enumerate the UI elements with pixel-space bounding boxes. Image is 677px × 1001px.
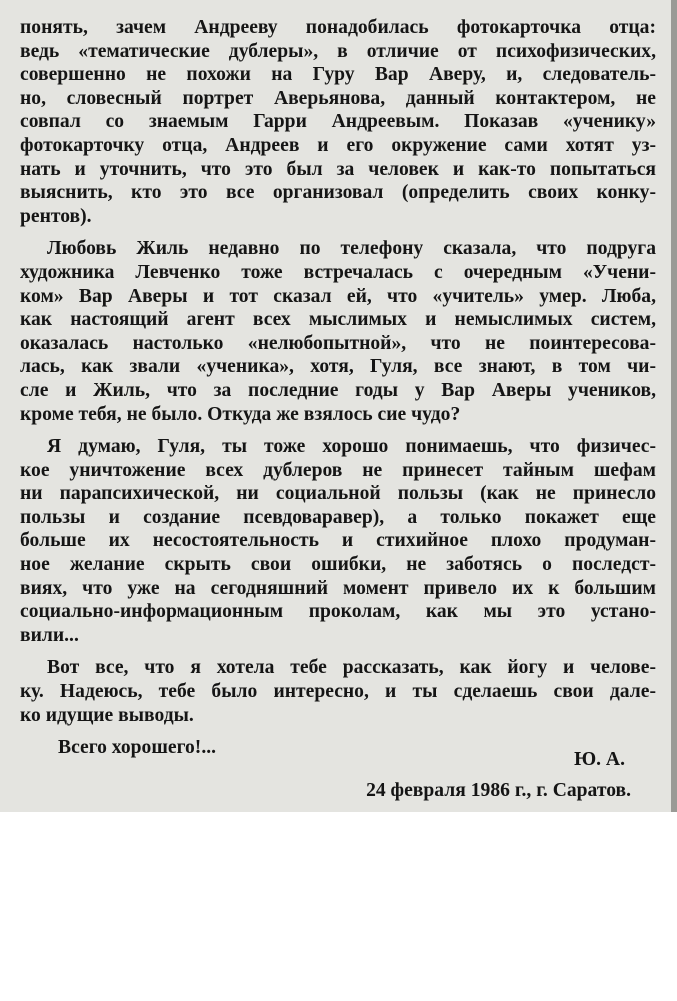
letter-body [20,16,656,760]
text-line: пользы и создание псевдоваравер), а только покажет еще [20,506,656,528]
text-line: кроме тебя, не было. Откуда же взялось сие чудо? [20,403,461,425]
text-line: нать и уточнить, что это был за человек и как-то попытаться [20,158,656,180]
paragraph-3 [20,435,656,647]
text-line: Я думаю, Гуля, ты тоже хорошо понимаешь, что физичес- [47,436,656,458]
text-line: но, словесный портрет Аверьянова, данный контактером, не [20,87,656,109]
text-line: вили... [20,624,79,646]
text-line: понять, зачем Андрееву понадобилась фотокарточка отца: [20,17,656,38]
text-line: как настоящий агент всех мыслимых и немыслимых систем, [20,309,656,331]
text-line: совпал со знаемым Гарри Андреевым. Показав «ученику» [20,111,656,133]
closing-line: Всего хорошего!... [58,737,217,759]
text-line: ку. Надеюсь, тебе было интересно, и ты сделаешь свои дале- [20,681,656,703]
text-line: оказалась настолько «нелюбопытной», что не поинтересова- [20,332,656,354]
text-line: выяснить, кто это все организовал (определить своих конку- [20,182,656,204]
text-line: кое уничтожение всех дублеров не принесет тайным шефам [20,459,656,481]
dateline: 24 февраля 1986 г., г. Саратов. [366,780,631,801]
text-line: ное желание скрыть свои ошибки, не заботясь о последст- [20,554,656,576]
text-line: виях, что уже на сегодняшний момент привело их к большим [20,577,656,599]
paragraph-1 [20,16,656,228]
text-line: ко идущие выводы. [20,704,194,726]
text-line: рентов). [20,205,92,227]
page-edge-shadow [671,0,677,812]
signature-initials: Ю. А. [574,749,625,770]
text-line: ни парапсихической, ни социальной пользы (как не принесло [20,483,656,505]
text-line: совершенно не похожи на Гуру Вар Аверу, и, следователь- [20,64,656,86]
text-line: художника Левченко тоже встречалась с очередным «Учени- [20,261,656,283]
paragraph-2 [20,237,656,426]
text-line: Вот все, что я хотела тебе рассказать, как йогу и челове- [47,657,656,679]
text-line: социально-информационным проколам, как мы это устано- [20,601,656,623]
text-line: лась, как звали «ученика», хотя, Гуля, все знают, в том чи- [20,356,656,378]
text-line: ведь «тематические дублеры», в отличие от психофизических, [20,40,656,62]
paragraph-4 [20,656,656,727]
text-line: ком» Вар Аверы и тот сказал ей, что «учитель» умер. Люба, [20,285,656,307]
text-line: сле и Жиль, что за последние годы у Вар Аверы учеников, [20,379,656,401]
text-line: Любовь Жиль недавно по телефону сказала, что подруга [47,238,656,260]
text-line: больше их несостоятельность и стихийное плохо продуман- [20,530,656,552]
text-line: фотокарточку отца, Андреев и его окружение сами хотят уз- [20,134,656,156]
